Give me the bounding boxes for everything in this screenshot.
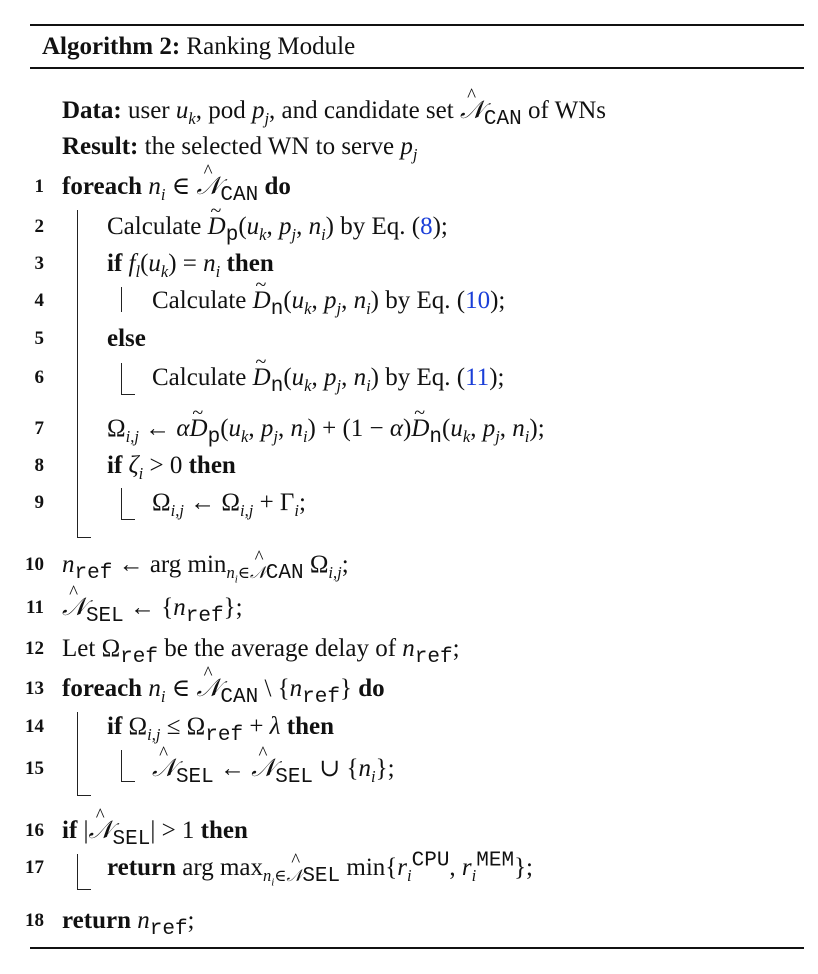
algorithm-line-4: Calculate ~ $D_n(u_k$, $p_j$, $n_i$) by Eq. (10);: [152, 284, 505, 318]
algorithm-line-16: if |^ 𝒩$_{SEL}$| > 1 then: [62, 814, 248, 848]
scope-bar-if-14: [121, 750, 122, 782]
algorithm-line-6: Calculate ~ $D_n(u_k$, $p_j$, $n_i$) by Eq. (11);: [152, 361, 504, 395]
line-number: 13: [25, 678, 44, 699]
bottom-rule: [30, 947, 804, 949]
algorithm-line-7: $\Omega_{i,j}$ ← α~ $D_p(u_k$, $p_j$, $n_i) + (1$ − α)~ $D_n(u_k$, $p_j$, $n_i$);: [107, 412, 545, 446]
equation-reference[interactable]: 8: [420, 213, 433, 240]
scope-bar-if-8: [121, 488, 122, 520]
line-number: 12: [25, 638, 44, 659]
scope-end-if-8: [121, 519, 135, 520]
line-number: 8: [34, 455, 44, 476]
algorithm-line-12: Let $\Omega_{ref}$ be the average delay of $n_{ref}$;: [62, 635, 460, 669]
algorithm-line-13: foreach $n_i$ ∈ ^ 𝒩$_{CAN}$ \ $\{n_{ref}\}$ do: [62, 672, 385, 706]
line-number: 17: [25, 857, 44, 878]
algorithm-line-10: $n_{ref}$ ← arg $\min_{n_i\in 𝒩CAN} \Omega_{i,j}$;: [62, 551, 349, 586]
algorithm-line-8: if $\zeta_i > 0$ then: [107, 452, 236, 483]
algorithm-line-2: Calculate ~ $D_p(u_k$, $p_j$, $n_i$) by Eq. (8);: [107, 210, 448, 244]
equation-reference[interactable]: 11: [465, 364, 490, 391]
algorithm-line-5: else: [107, 325, 146, 352]
algorithm-line-11: ^ 𝒩$_{SEL}$ ← $\{n_{ref}\}$;: [62, 591, 243, 625]
scope-bar-if-16: [77, 854, 78, 890]
algorithm-line-18: return $n_{ref}$;: [62, 907, 195, 941]
scope-end-if-14: [121, 781, 135, 782]
line-number: 2: [34, 216, 44, 237]
equation-reference[interactable]: 10: [465, 287, 491, 314]
line-number: 15: [25, 758, 44, 779]
header-rule: [30, 67, 804, 69]
line-number: 10: [25, 554, 44, 575]
scope-end-if-16: [77, 889, 91, 890]
line-number: 3: [34, 253, 44, 274]
result-line: Result: the selected WN to serve $p_j$: [62, 133, 418, 164]
line-number: 5: [34, 328, 44, 349]
line-number: 16: [25, 820, 44, 841]
algorithm-label: Algorithm 2:: [42, 33, 181, 60]
scope-bar-else-5: [121, 363, 122, 395]
algorithm-line-17: return arg $\max_{n_i\in 𝒩SEL} \min\{r_i^{CPU}$, $r_i^{MEM}$};: [107, 849, 534, 889]
top-rule: [30, 24, 804, 26]
line-number: 4: [34, 290, 44, 311]
line-number: 9: [34, 492, 44, 513]
line-number: 11: [26, 597, 44, 618]
scope-bar-if-3: [121, 287, 122, 312]
algorithm-line-14: if $\Omega_{i,j} \le \Omega_{ref} + \lambda$ then: [107, 713, 334, 747]
algorithm-line-9: $\Omega_{i,j}$ ← $\Omega_{i,j} + \Gamma_i$;: [152, 489, 306, 520]
line-number: 7: [34, 418, 44, 439]
algorithm-line-1: foreach $n_i$ ∈ ^ 𝒩$_{CAN}$ do: [62, 170, 291, 204]
line-number: 14: [25, 716, 44, 737]
algorithm-name: Ranking Module: [186, 33, 356, 60]
scope-end-foreach-1: [77, 537, 91, 538]
algorithm-line-15: ^ 𝒩$_{SEL}$ ← ^ 𝒩$_{SEL}$ ∪ $\{n_i\}$;: [152, 752, 395, 786]
data-line: Data: user $u_k$, pod $p_j$, and candidate set ^ 𝒩$_{CAN}$ of WNs: [62, 94, 606, 128]
algorithm-line-3: if $f_l(u_k) = n_i$ then: [107, 250, 274, 281]
algorithm-title: [42, 30, 355, 64]
line-number: 1: [34, 176, 44, 197]
scope-end-foreach-13: [77, 795, 91, 796]
line-number: 6: [34, 367, 44, 388]
scope-bar-foreach-13: [77, 712, 78, 796]
line-number: 18: [25, 910, 44, 931]
scope-end-else-5: [121, 394, 135, 395]
scope-bar-foreach-1: [77, 210, 78, 538]
